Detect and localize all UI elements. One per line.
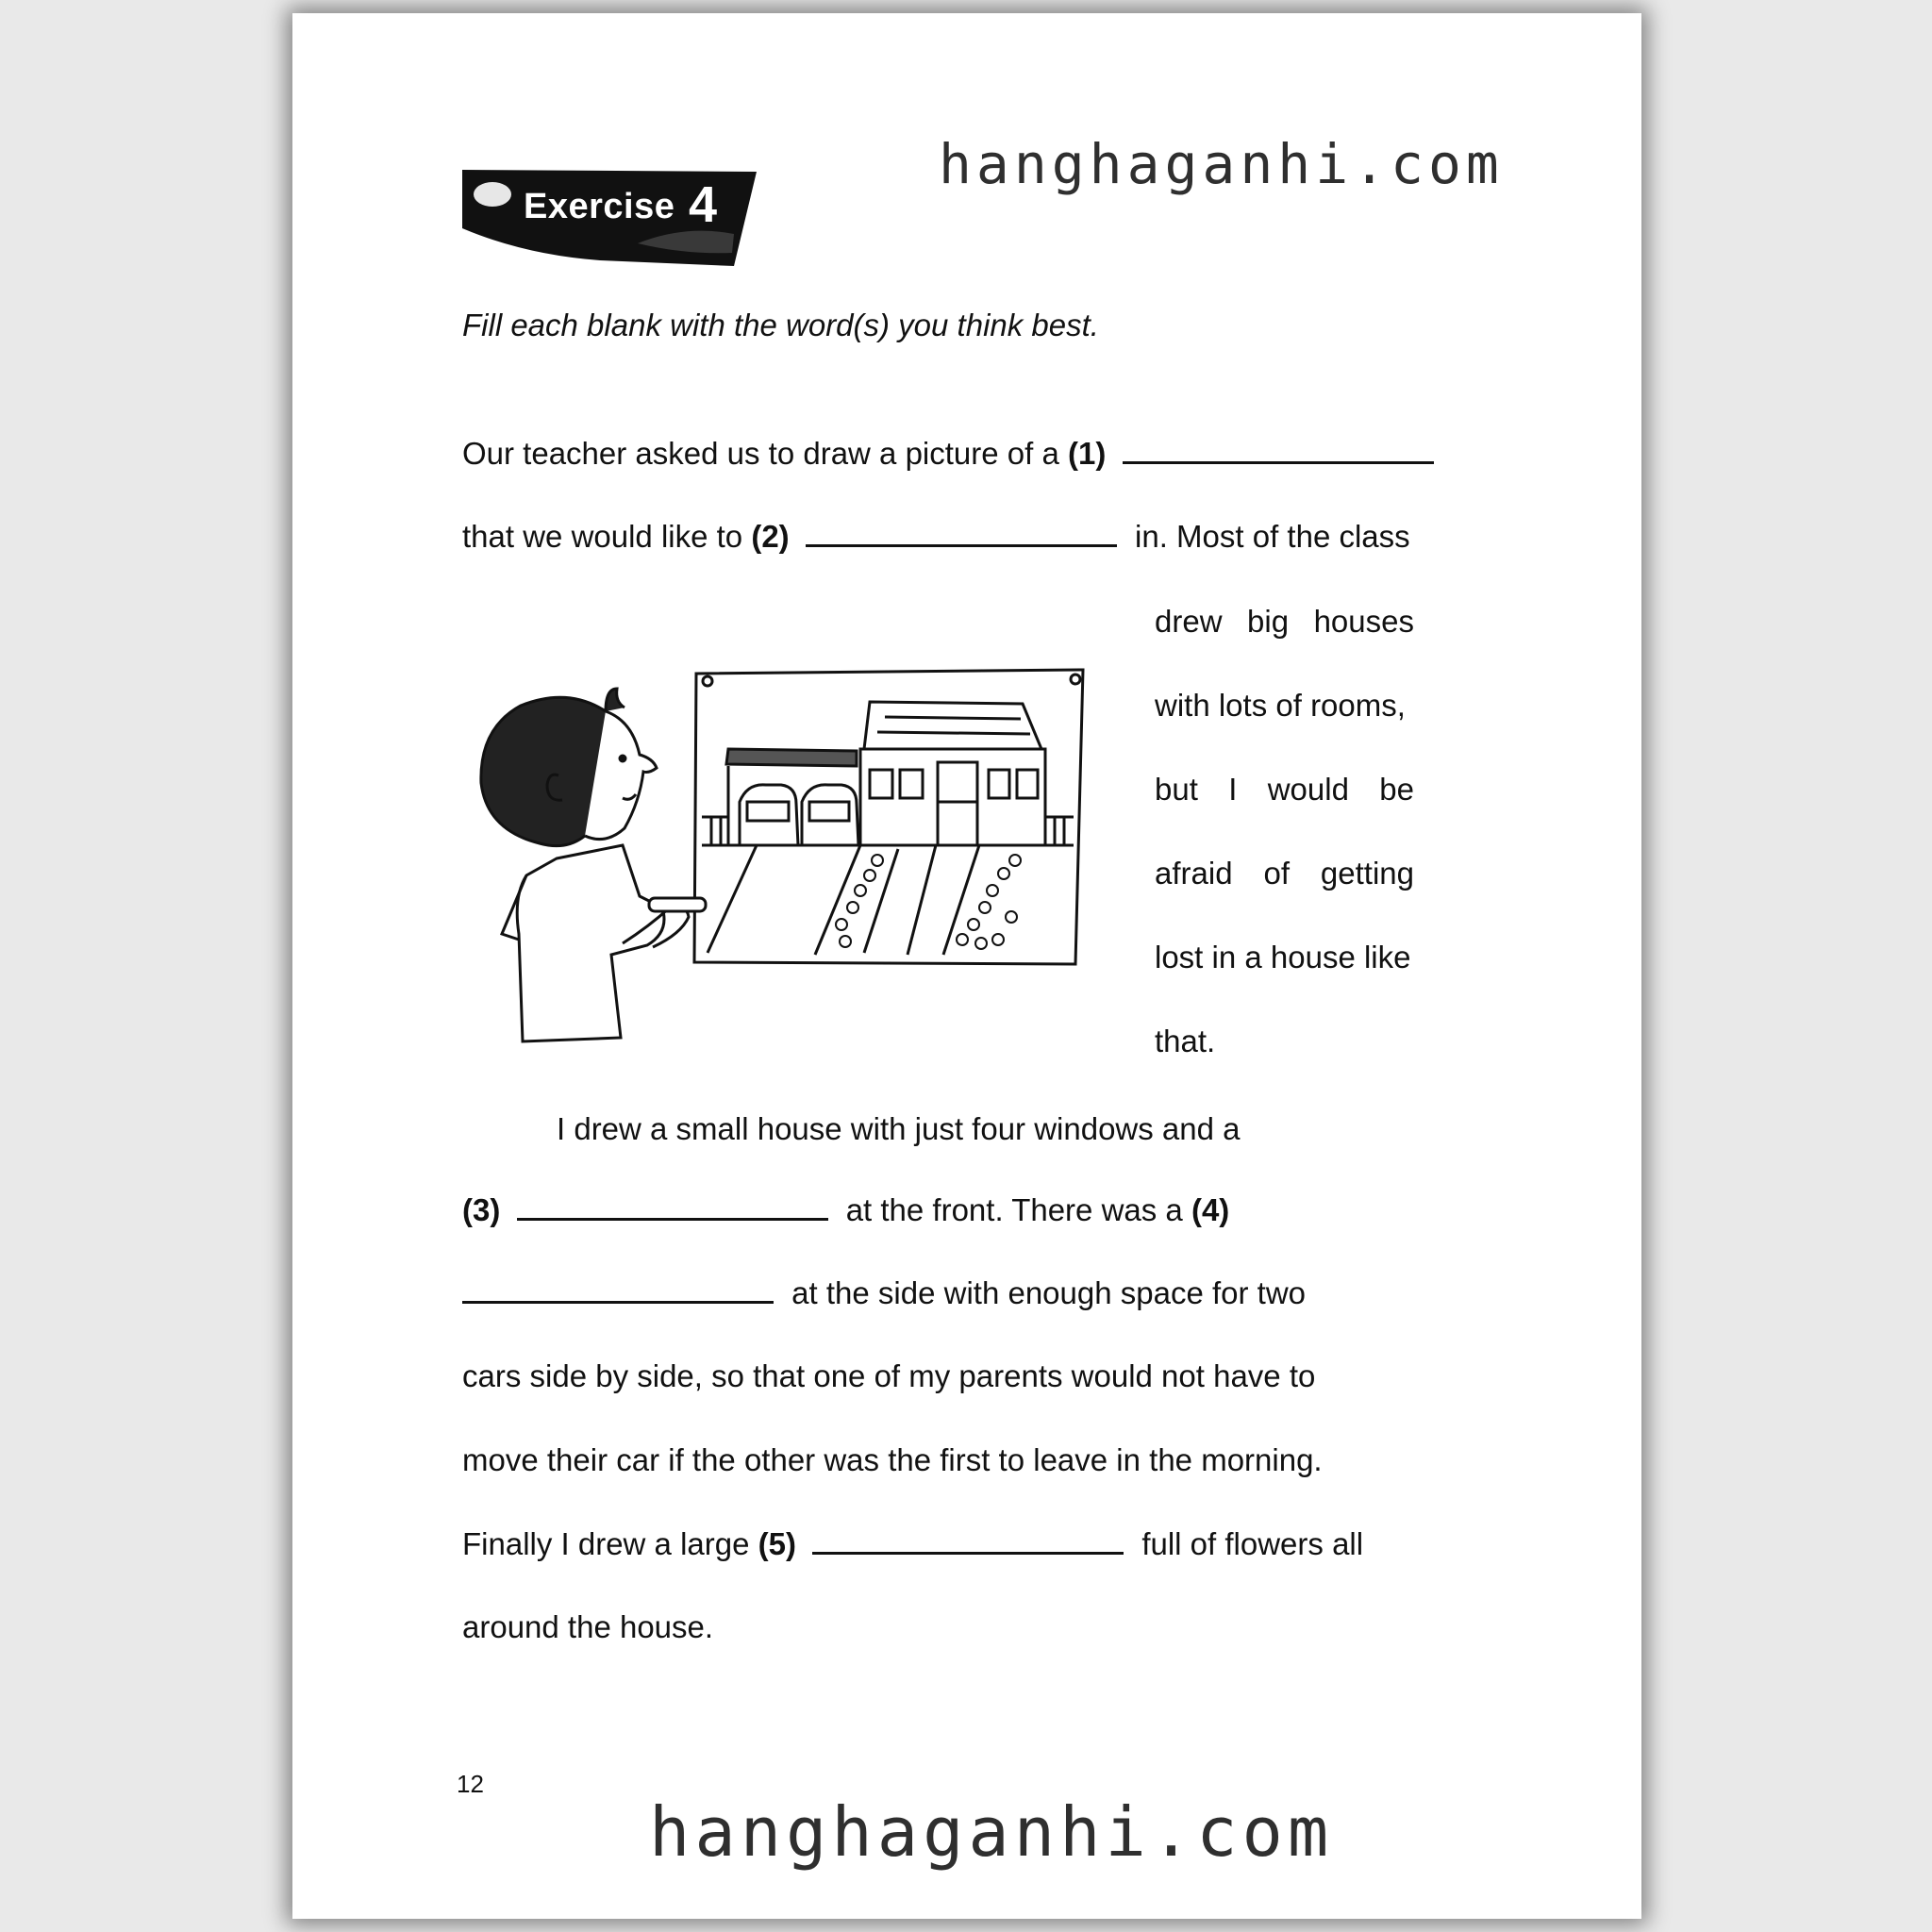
passage-text: Finally I drew a large	[462, 1526, 750, 1561]
side-word: of	[1263, 856, 1290, 891]
passage-line-6: cars side by side, so that one of my parents would not have to	[462, 1358, 1316, 1393]
side-word: I	[1228, 772, 1238, 807]
passage-text: at the front. There was a	[845, 1192, 1183, 1227]
passage-text: at the side with enough space for two	[791, 1275, 1307, 1310]
passage-line-1	[462, 438, 1443, 469]
side-word: getting	[1320, 856, 1414, 891]
side-word: be	[1379, 772, 1414, 807]
side-word: houses	[1313, 604, 1414, 639]
passage-line-3: I drew a small house with just four windows and a	[557, 1111, 1241, 1146]
side-word: but	[1155, 772, 1198, 807]
side-word: would	[1267, 772, 1349, 807]
question-number-4: (4)	[1191, 1192, 1230, 1227]
passage-line-2	[462, 521, 1410, 552]
question-number-3: (3)	[462, 1192, 501, 1227]
answer-blank-5[interactable]	[812, 1552, 1124, 1555]
answer-blank-4[interactable]	[462, 1301, 774, 1304]
question-number-2: (2)	[751, 519, 790, 554]
side-line-2: with lots of rooms,	[1155, 688, 1406, 723]
passage-text: full of flowers all	[1141, 1526, 1364, 1561]
answer-blank-1[interactable]	[1123, 461, 1434, 464]
exercise-label: Exercise	[524, 187, 675, 226]
passage-line-4	[462, 1194, 1229, 1225]
side-word: big	[1247, 604, 1290, 639]
passage-text: that we would like to	[462, 519, 743, 554]
answer-blank-2[interactable]	[806, 544, 1117, 547]
question-number-1: (1)	[1068, 436, 1107, 471]
side-line-3	[1155, 774, 1414, 805]
question-number-5: (5)	[758, 1526, 796, 1561]
side-line-1	[1155, 606, 1414, 637]
instruction-text: Fill each blank with the word(s) you think best.	[462, 308, 1099, 342]
side-line-4	[1155, 858, 1414, 889]
passage-text: Our teacher asked us to draw a picture of a	[462, 436, 1059, 471]
exercise-number: 4	[689, 176, 718, 233]
answer-blank-3[interactable]	[517, 1218, 828, 1221]
passage-line-5	[462, 1277, 1306, 1308]
side-word: drew	[1155, 604, 1223, 639]
passage-line-8	[462, 1528, 1363, 1559]
passage-line-7: move their car if the other was the first to leave in the morning.	[462, 1442, 1323, 1477]
page-number: 12	[457, 1770, 484, 1798]
watermark-top: hanghaganhi.com	[939, 132, 1504, 196]
passage-text: in. Most of the class	[1135, 519, 1410, 554]
passage-line-9: around the house.	[462, 1609, 714, 1644]
watermark-bottom: hanghaganhi.com	[649, 1792, 1334, 1872]
side-line-6: that.	[1155, 1024, 1216, 1058]
side-word: afraid	[1155, 856, 1233, 891]
boy-drawing-house-illustration	[464, 660, 1087, 1075]
side-line-5: lost in a house like	[1155, 940, 1411, 974]
